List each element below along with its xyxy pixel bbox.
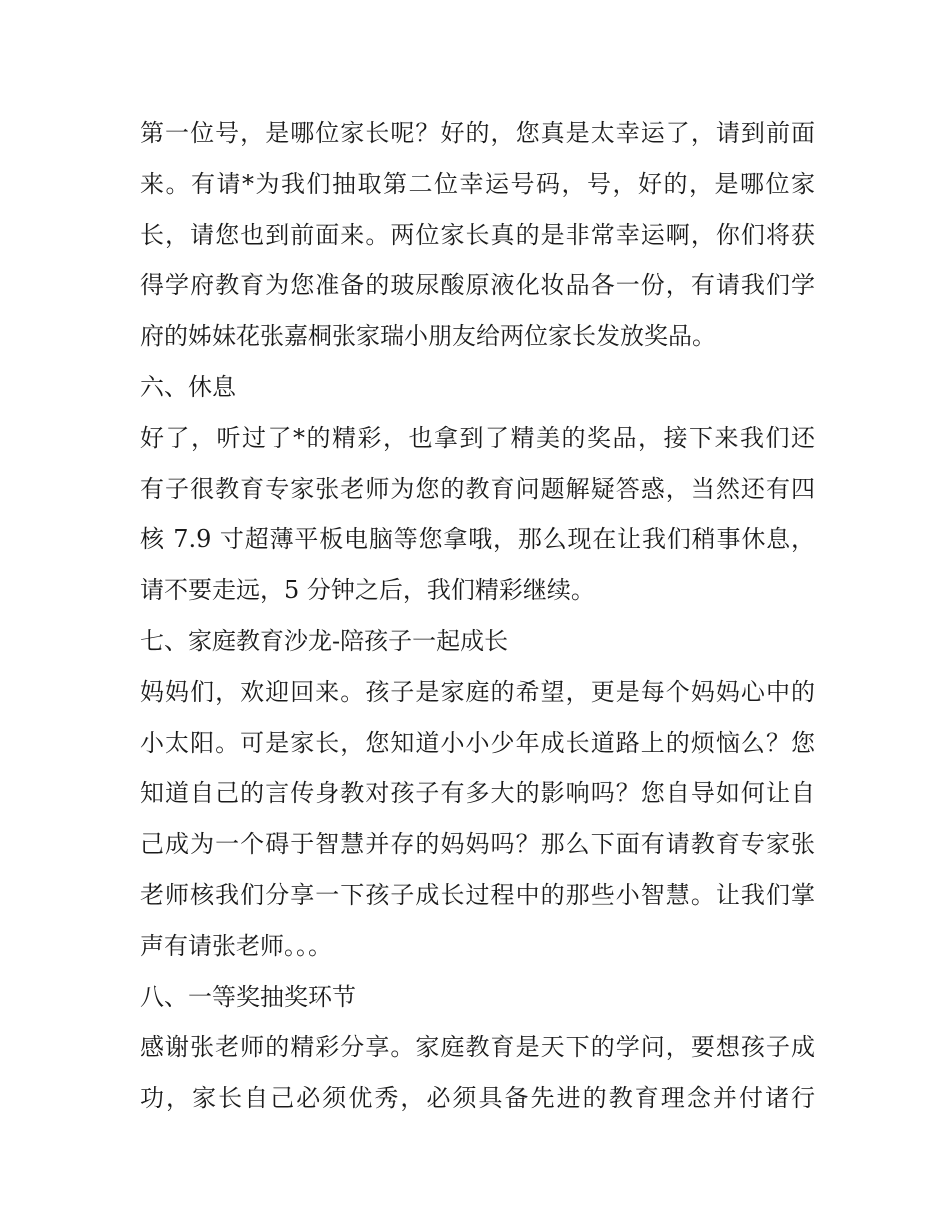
- section-heading: 八、一等奖抽奖环节: [140, 982, 356, 1011]
- paragraph-line: 府的姊妹花张嘉桐张家瑞小朋友给两位家长发放奖品。: [140, 322, 716, 351]
- section-heading: 六、休息: [140, 372, 236, 401]
- paragraph-line: 请不要走远，5 分钟之后，我们精彩继续。: [140, 576, 595, 605]
- paragraph-line: 妈妈们，欢迎回来。孩子是家庭的希望，更是每个妈妈心中的: [140, 677, 815, 706]
- paragraph-line: 第一位号，是哪位家长呢？好的，您真是太幸运了，请到前面: [140, 119, 815, 147]
- document-page: [140, 108, 815, 1124]
- paragraph-line: 感谢张老师的精彩分享。家庭教育是天下的学问，要想孩子成: [140, 1033, 815, 1062]
- paragraph-line: 功，家长自己必须优秀，必须具备先进的教育理念并付诸行: [140, 1084, 815, 1113]
- paragraph-line: 核 7.9 寸超薄平板电脑等您拿哦，那么现在让我们稍事休息，: [140, 525, 815, 554]
- paragraph-line: 声有请张老师。。。: [140, 931, 332, 960]
- paragraph-line: 好了，听过了*的精彩，也拿到了精美的奖品，接下来我们还: [140, 423, 815, 452]
- paragraph-line: 长，请您也到前面来。两位家长真的是非常幸运啊，你们将获: [140, 220, 815, 249]
- paragraph-line: 老师核我们分享一下孩子成长过程中的那些小智慧。让我们掌: [140, 880, 815, 909]
- paragraph-line: 有子很教育专家张老师为您的教育问题解疑答惑，当然还有四: [140, 474, 815, 503]
- paragraph-line: 知道自己的言传身教对孩子有多大的影响吗？您自导如何让自: [140, 779, 815, 808]
- section-heading: 七、家庭教育沙龙-陪孩子一起成长: [140, 626, 509, 655]
- paragraph-line: 小太阳。可是家长，您知道小小少年成长道路上的烦恼么？您: [140, 728, 815, 757]
- paragraph-line: 得学府教育为您准备的玻尿酸原液化妆品各一份，有请我们学: [140, 271, 815, 300]
- paragraph-line: 来。有请*为我们抽取第二位幸运号码，号，好的，是哪位家: [140, 169, 815, 198]
- paragraph-line: 己成为一个碍于智慧并存的妈妈吗？那么下面有请教育专家张: [140, 830, 815, 859]
